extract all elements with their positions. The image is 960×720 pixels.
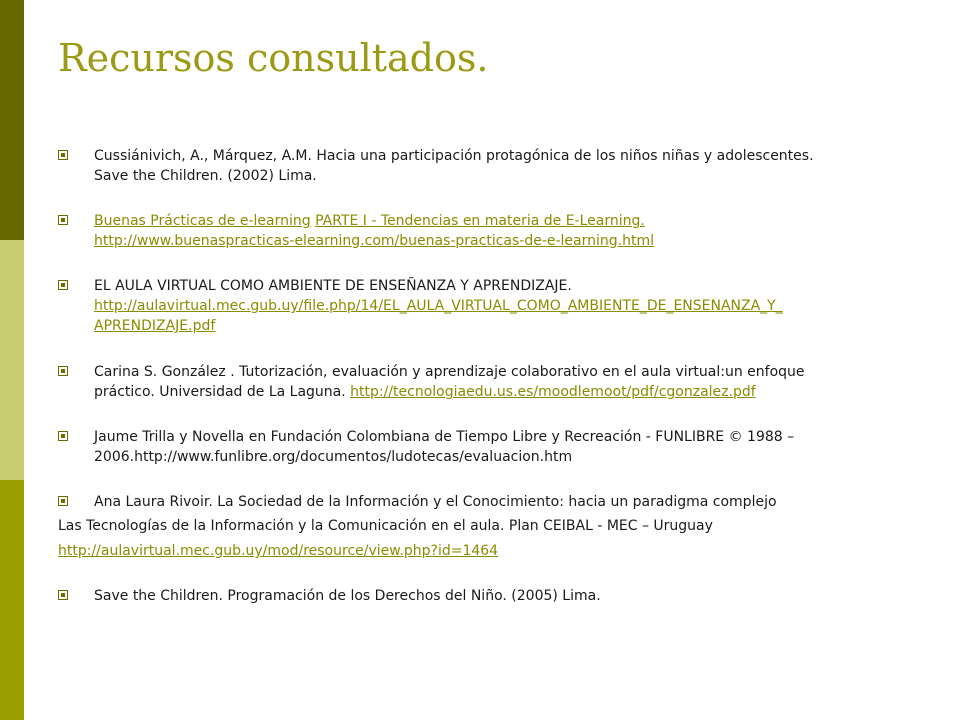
reference-item (58, 211, 928, 251)
sidebar-accent-top (0, 0, 24, 240)
reference-text: Save the Children. Programación de los Derechos del Niño. (2005) Lima. (94, 588, 601, 604)
slide-title: Recursos consultados. (58, 36, 489, 80)
square-bullet-icon (58, 590, 68, 600)
reference-item (58, 427, 928, 467)
reference-item (58, 276, 928, 336)
reference-text: Las Tecnologías de la Información y la Comunicación en el aula. Plan CEIBAL - MEC – Uruguay (58, 518, 713, 534)
square-bullet-icon (58, 150, 68, 160)
reference-link[interactable]: http://aulavirtual.mec.gub.uy/file.php/14/EL_AULA_VIRTUAL_COMO_AMBIENTE_DE_ENSENANZA_Y_ (94, 298, 783, 314)
reference-item (58, 492, 928, 512)
reference-link[interactable]: http://tecnologiaedu.us.es/moodlemoot/pdf/cgonzalez.pdf (350, 384, 756, 400)
sidebar-accent-middle (0, 240, 24, 480)
reference-text: Ana Laura Rivoir. La Sociedad de la Información y el Conocimiento: hacia un paradigma complejo (94, 494, 777, 510)
reference-item (58, 362, 928, 402)
reference-link[interactable]: APRENDIZAJE.pdf (94, 318, 216, 334)
reference-text: Carina S. González . Tutorización, evaluación y aprendizaje colaborativo en el aula virtual:un enfoque (94, 364, 805, 380)
reference-link[interactable]: http://www.buenaspracticas-elearning.com/buenas-practicas-de-e-learning.html (94, 233, 654, 249)
reference-text: EL AULA VIRTUAL COMO AMBIENTE DE ENSEÑANZA Y APRENDIZAJE. (94, 278, 572, 294)
reference-text: Jaume Trilla y Novella en Fundación Colombiana de Tiempo Libre y Recreación - FUNLIBRE © 1988 – (94, 429, 795, 445)
reference-text: Save the Children. (2002) Lima. (94, 168, 317, 184)
reference-link[interactable]: Buenas Prácticas de e-learning (94, 213, 311, 229)
reference-item (58, 586, 928, 606)
sidebar-accent-bottom (0, 480, 24, 720)
reference-text: práctico. Universidad de La Laguna. (94, 384, 346, 400)
reference-link[interactable]: PARTE I - Tendencias en materia de E-Learning. (315, 213, 645, 229)
reference-text: 2006.http://www.funlibre.org/documentos/ludotecas/evaluacion.htm (94, 449, 573, 465)
square-bullet-icon (58, 496, 68, 506)
square-bullet-icon (58, 215, 68, 225)
square-bullet-icon (58, 280, 68, 290)
reference-text: Cussiánivich, A., Márquez, A.M. Hacia una participación protagónica de los niños niñas y adolescentes. (94, 148, 814, 164)
square-bullet-icon (58, 431, 68, 441)
reference-item (58, 146, 928, 186)
square-bullet-icon (58, 366, 68, 376)
reference-link[interactable]: http://aulavirtual.mec.gub.uy/mod/resource/view.php?id=1464 (58, 543, 499, 559)
